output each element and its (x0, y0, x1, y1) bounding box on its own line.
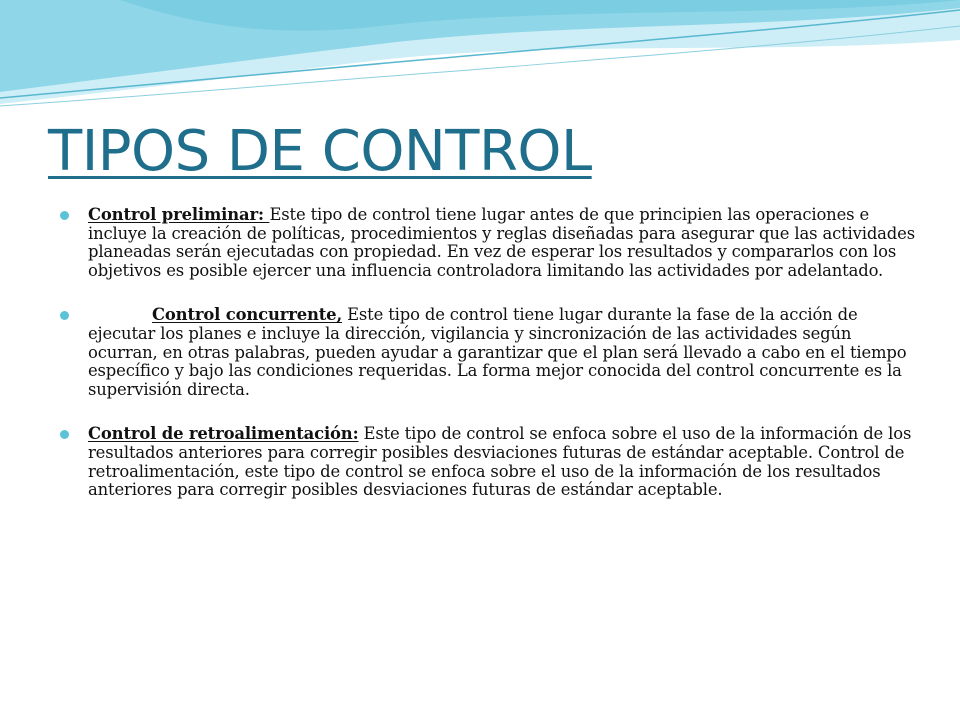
bullet-item-control-retroalimentacion (60, 425, 920, 499)
bullet-dot-icon (60, 430, 69, 439)
bullet-text: Este tipo de control tiene lugar antes de que principien las operaciones e incluye la creación de políticas, procedimientos y reglas diseñadas para asegurar que las actividades planeadas serán ejecutadas con propiedad. En vez de esperar los resultados y compararlos con los objetivos es posible ejercer una influencia controladora limitando las actividades por adelantado. (88, 205, 915, 280)
bullet-list (60, 206, 920, 526)
slide-title: TIPOS DE CONTROL (48, 119, 592, 184)
bullet-text: Este tipo de control tiene lugar durante la fase de la acción de ejecutar los planes e incluye la dirección, vigilancia y sincronización de las actividades según ocurran, en otras palabras, pueden ayudar a garantizar que el plan será llevado a cabo en el tiempo específico y bajo las condiciones requeridas. La forma mejor conocida del control concurrente es la supervisión directa. (88, 305, 907, 399)
bullet-item-control-preliminar (60, 206, 920, 280)
header-wave-decoration (0, 0, 960, 120)
bullet-term: Control concurrente, (152, 305, 343, 325)
bullet-item-control-concurrente (60, 306, 920, 399)
bullet-term: Control preliminar: (88, 205, 270, 224)
bullet-dot-icon (60, 211, 69, 220)
bullet-term: Control de retroalimentación: (88, 424, 359, 444)
bullet-text: Este tipo de control se enfoca sobre el uso de la información de los resultados anteriores para corregir posibles desviaciones futuras de estándar aceptable. Control de retroalimentación, este tipo de control se enfoca sobre el uso de la información de los resultados anteriores para corregir posibles desviaciones futuras de estándar aceptable. (88, 424, 912, 500)
bullet-dot-icon (60, 311, 69, 320)
